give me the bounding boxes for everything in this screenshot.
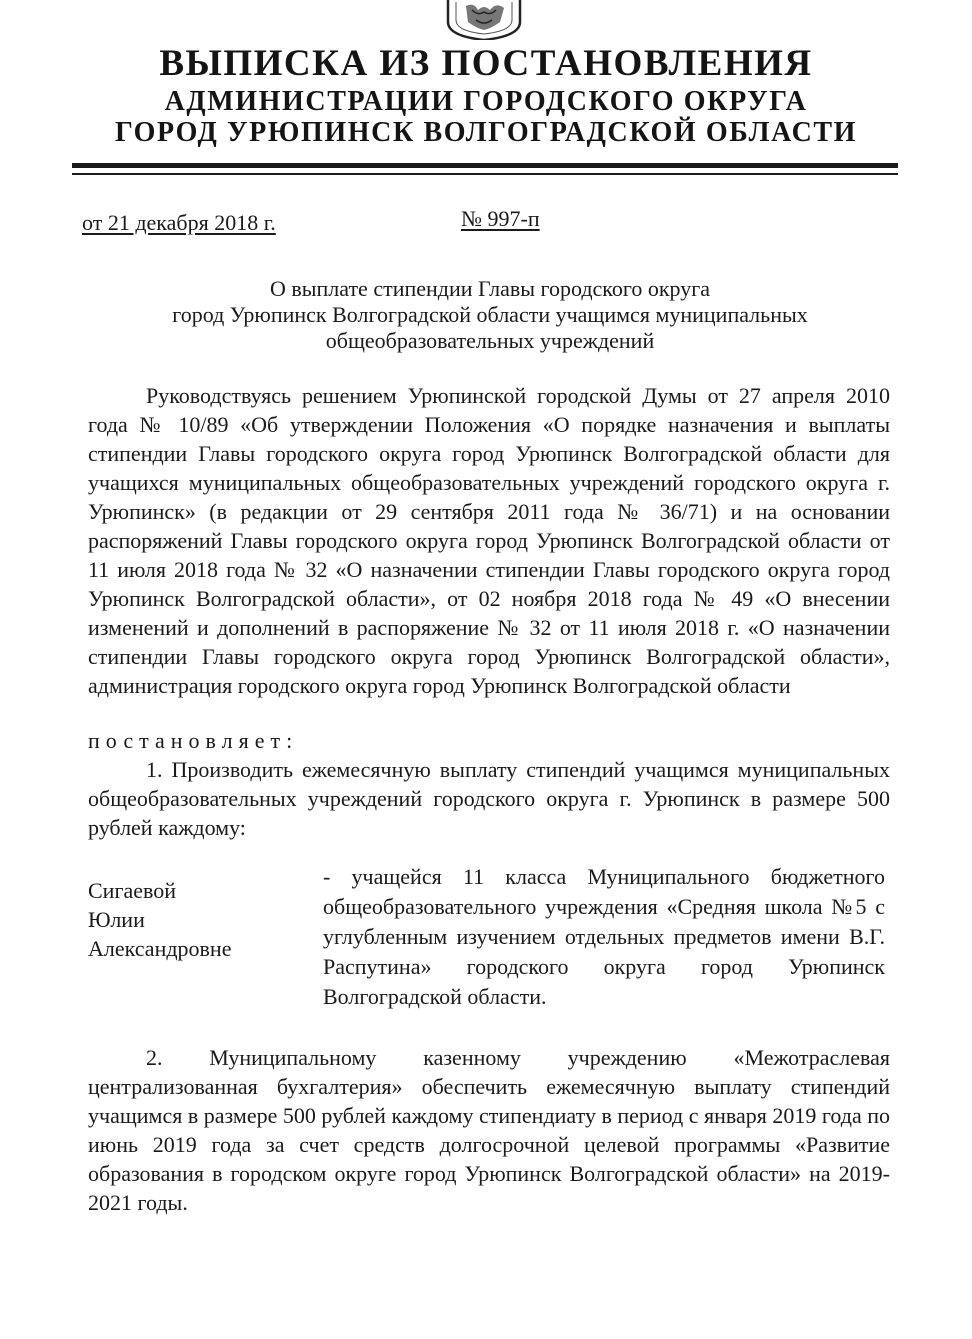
- decree-title-line3: общеобразовательных учреждений: [325, 328, 655, 353]
- header-divider-thin: [72, 173, 898, 175]
- document-heading: ВЫПИСКА ИЗ ПОСТАНОВЛЕНИЯ: [159, 43, 813, 84]
- recipient-description: - учащейся 11 класса Муниципального бюджетного общеобразовательного учреждения «Средняя школа №5 с углубленным изучением отдельных предметов имени В.Г. Распутина» городского округа город Урюпинск Волгоградской области.: [323, 864, 885, 1009]
- decree-title-line2: город Урюпинск Волгоградской области учащимся муниципальных: [172, 302, 808, 327]
- recipient-surname: Сигаевой: [88, 878, 177, 903]
- recipient-patronymic: Александровне: [88, 936, 232, 961]
- decree-number: № 997-п: [461, 206, 540, 231]
- decree-title-line1: О выплате стипендии Главы городского округа: [269, 276, 711, 301]
- decree-title: [90, 276, 890, 354]
- authority-name-line1: АДМИНИСТРАЦИИ ГОРОДСКОГО ОКРУГА: [164, 86, 808, 117]
- item-1-paragraph: 1. Производить ежемесячную выплату стипендий учащимся муниципальных общеобразовательных учреждений городского округа г. Урюпинск в размере 500 рублей каждому:: [88, 757, 890, 840]
- item-2-paragraph: 2. Муниципальному казенному учреждению «Межотраслевая централизованная бухгалтерия» обеспечить ежемесячную выплату стипендий учащимся в размере 500 рублей каждому стипендиату в период с января 2019 года по июнь 2019 года за счет средств долгосрочной целевой программы «Развитие образования в городском округе город Урюпинск Волгоградской области» на 2019-2021 годы.: [88, 1045, 890, 1215]
- coat-of-arms-icon: [438, 0, 530, 40]
- decree-word: постановляет:: [88, 728, 299, 753]
- decree-date: от 21 декабря 2018 г.: [82, 210, 276, 235]
- header-divider-thick: [72, 163, 898, 168]
- recipient-first-name: Юлии: [88, 907, 145, 932]
- recipient-name: [88, 876, 308, 963]
- authority-name-line2: ГОРОД УРЮПИНСК ВОЛГОГРАДСКОЙ ОБЛАСТИ: [114, 117, 858, 148]
- preamble-paragraph: Руководствуясь решением Урюпинской городской Думы от 27 апреля 2010 года № 10/89 «Об утверждении Положения «О порядке назначения и выплаты стипендии Главы городского округа город Урюпинск Волгоградской области для учащихся муниципальных общеобразовательных учреждений городского округа г. Урюпинск» (в редакции от 29 сентября 2011 года № 36/71) и на основании распоряжений Главы городского округа город Урюпинск Волгоградской области от 11 июля 2018 года № 32 «О назначении стипендии Главы городского округа город Урюпинск Волгоградской области», от 02 ноября 2018 года № 49 «О внесении изменений и дополнений в распоряжение № 32 от 11 июля 2018 г. «О назначении стипендии Главы городского округа город Урюпинск Волгоградской области», администрация городского округа город Урюпинск Волгоградской области: [88, 383, 890, 698]
